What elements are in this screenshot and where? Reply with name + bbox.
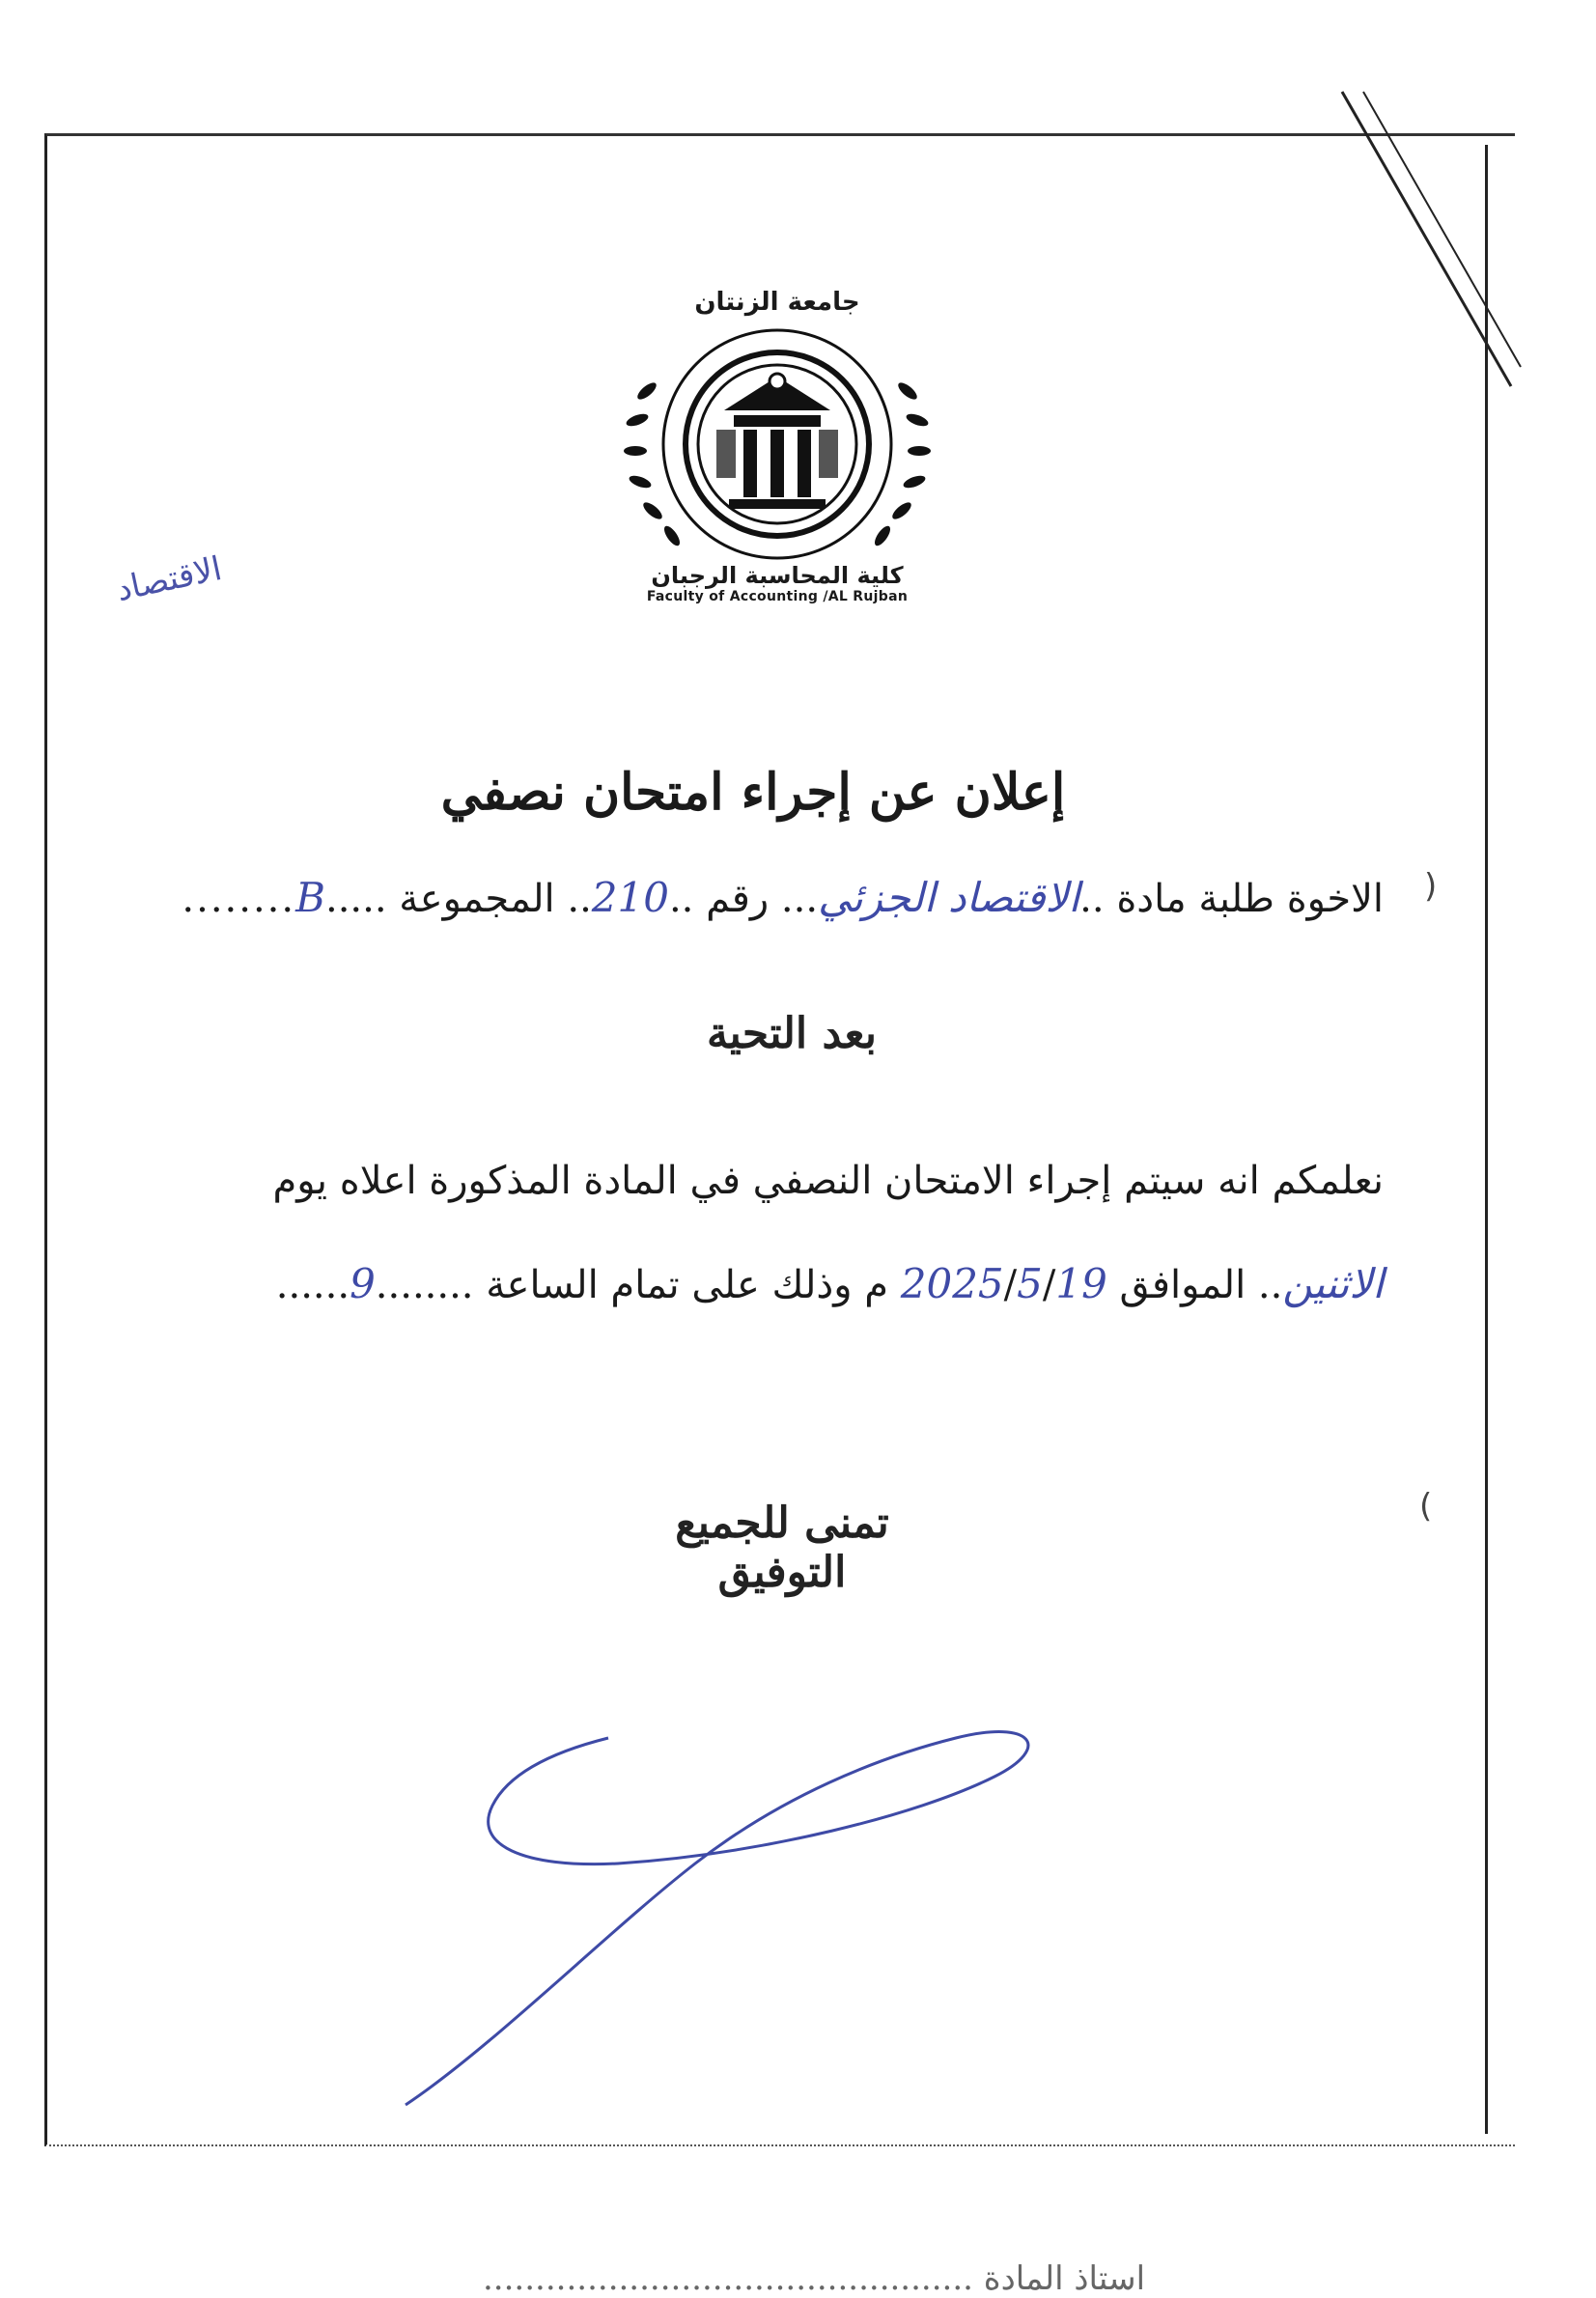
faculty-name-en: Faculty of Accounting /AL Rujban [646,589,909,604]
announcement-title: إعلان عن إجراء امتحان نصفي [440,763,1066,822]
closing-calligraphy: تمنى للجميع التوفيق [675,1499,889,1597]
paren-mark: ) [1424,867,1438,906]
exam-date: 2025/5/19 [900,1260,1107,1307]
paren-mark: ( [1419,1487,1433,1526]
exam-notice-line: نعلمكم انه سيتم إجراء الامتحان النصفي في المادة المذكورة اعلاه يوم [272,1159,1384,1203]
handwritten-margin-note: الاقتصاد [113,548,226,610]
group-label: المجموعة [399,877,555,921]
hour-handwritten: 9 [350,1260,376,1307]
students-line: الاخوة طلبة مادة ..الاقتصاد الجزئي... رقم ..210.. المجموعة .....B........ [182,874,1384,921]
signature-label: استاذ المادة [983,2259,1146,2298]
students-label: الاخوة طلبة مادة [1116,877,1384,921]
exam-date-line: الاثنين.. الموافق 2025/5/19 م وذلك على تمام الساعة ........9...... [275,1260,1384,1307]
group-handwritten: B [295,874,325,921]
signature-line: استاذ المادة ............................................... [483,2259,1146,2298]
handwritten-signature [377,1680,1052,2124]
date-label: الموافق [1119,1263,1246,1307]
page-border-right [1485,145,1488,2134]
faculty-name-ar: كلية المحاسبة الرجبان [651,562,904,589]
number-label: رقم [706,877,770,921]
number-handwritten: 210 [591,874,669,921]
university-name-ar: جامعة الزنتان [694,288,860,317]
day-handwritten: الاثنين [1282,1260,1384,1307]
greeting-calligraphy: بعد التحية [706,1009,878,1058]
corner-fold-lines [1332,87,1526,396]
subject-handwritten: الاقتصاد الجزئي [818,874,1080,921]
time-label: م وذلك على تمام الساعة [486,1263,889,1307]
